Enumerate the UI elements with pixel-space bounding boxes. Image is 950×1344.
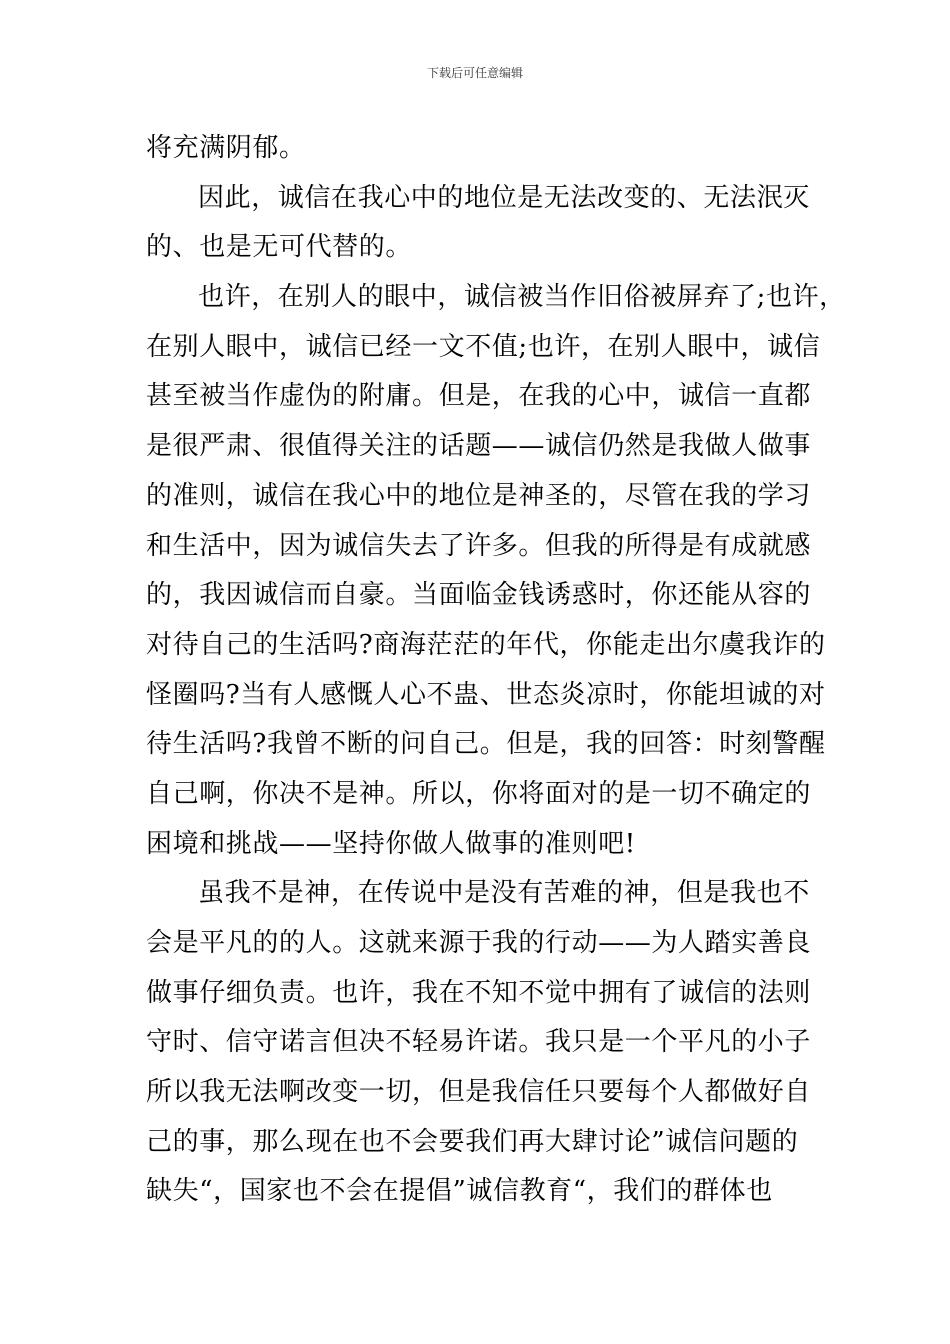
- text-line: 缺失“，国家也不会在提倡”诚信教育“，我们的群体也: [146, 1176, 773, 1207]
- text-line: 自己啊，你决不是神。所以，你将面对的是一切不确定的: [146, 778, 812, 809]
- text-line: 待生活吗?我曾不断的问自己。但是，我的回答：时刻警醒: [146, 729, 826, 760]
- text-line: 和生活中，因为诚信失去了许多。但我的所得是有成就感: [146, 530, 812, 561]
- text-line: 对待自己的生活吗?商海茫茫的年代，你能走出尔虞我诈的: [146, 629, 826, 660]
- text-line: 在别人眼中，诚信已经一文不值;也许，在别人眼中，诚信: [146, 331, 821, 362]
- text-line: 会是平凡的的人。这就来源于我的行动——为人踏实善良: [146, 928, 812, 958]
- text-line: 将充满阴郁。: [146, 133, 306, 163]
- text-line: 的，我因诚信而自豪。当面临金钱诱惑时，你还能从容的: [146, 580, 812, 611]
- document-body: [146, 124, 846, 1217]
- page-header: 下载后可任意编辑: [426, 66, 523, 80]
- text-line: 虽我不是神，在传说中是没有苦难的神，但是我也不: [198, 878, 810, 909]
- text-line: 怪圈吗?当有人感慨人心不蛊、世态炎凉时，你能坦诚的对: [146, 679, 826, 710]
- text-line: 己的事，那么现在也不会要我们再大肆讨论”诚信问题的: [146, 1126, 799, 1157]
- text-line: 困境和挑战——坚持你做人做事的准则吧!: [146, 828, 636, 859]
- text-line: 的准则，诚信在我心中的地位是神圣的，尽管在我的学习: [146, 480, 812, 511]
- text-line: 的、也是无可代替的。: [146, 232, 413, 263]
- text-line: 也许，在别人的眼中，诚信被当作旧俗被屏弃了;也许，: [198, 282, 846, 313]
- text-line: 是很严肃、很值得关注的话题——诚信仍然是我做人做事: [146, 431, 812, 462]
- text-line: 所以我无法啊改变一切，但是我信任只要每个人都做好自: [146, 1077, 812, 1108]
- text-line: 因此，诚信在我心中的地位是无法改变的、无法泯灭: [198, 182, 810, 213]
- text-line: 做事仔细负责。也许，我在不知不觉中拥有了诚信的法则: [146, 977, 812, 1008]
- text-line: 守时、信守诺言但决不轻易许诺。我只是一个平凡的小子: [146, 1027, 812, 1058]
- text-line: 甚至被当作虚伪的附庸。但是，在我的心中，诚信一直都: [146, 381, 812, 412]
